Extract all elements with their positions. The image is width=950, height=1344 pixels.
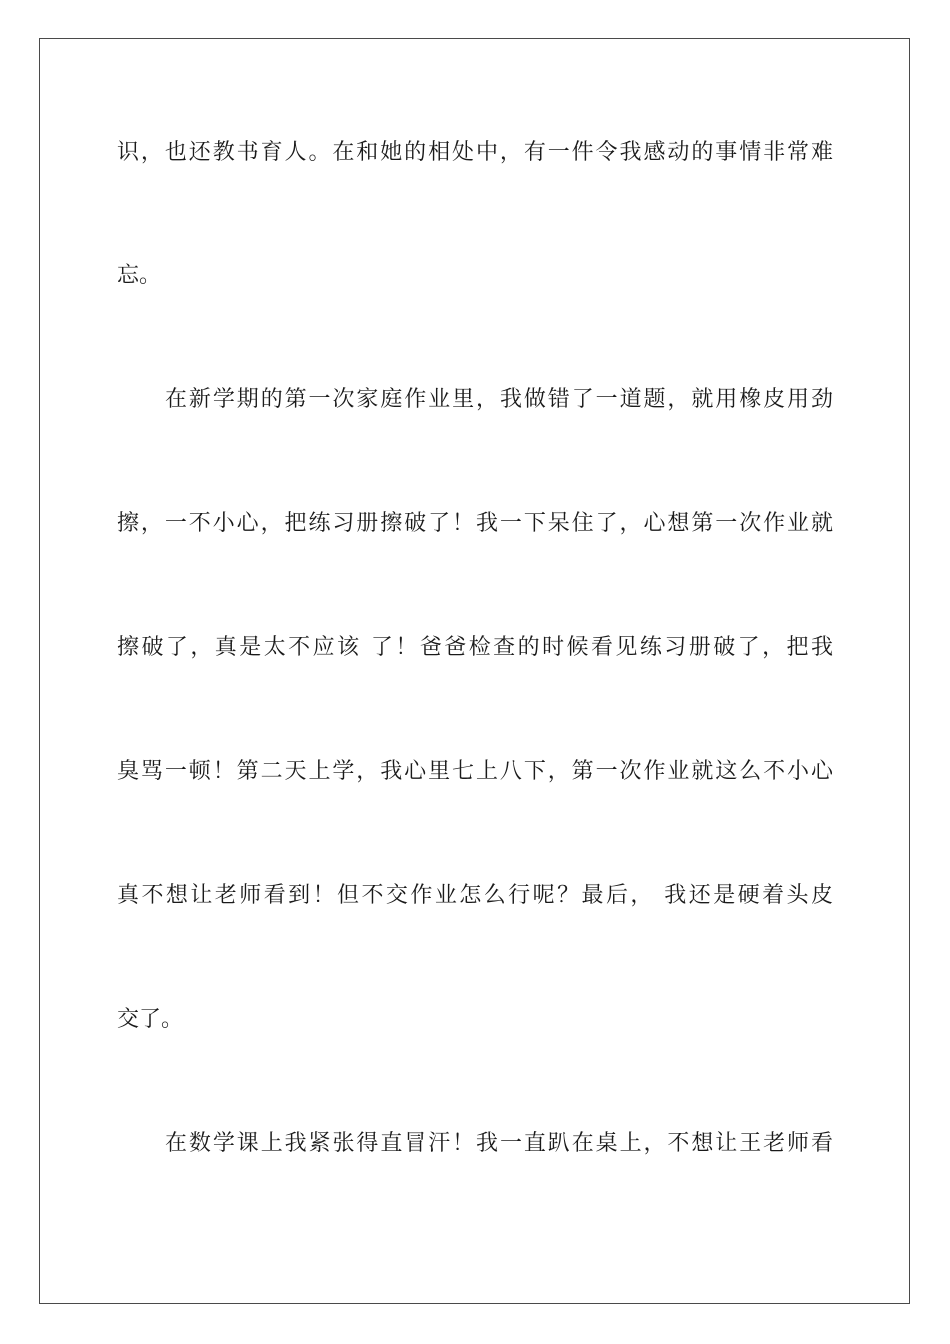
text-line-8: 交了。 — [117, 1007, 184, 1032]
text-line-3: 在新学期的第一次家庭作业里，我做错了一道题，就用橡皮用劲 — [165, 387, 833, 412]
text-line-1: 识，也还教书育人。在和她的相处中，有一件令我感动的事情非常难 — [117, 140, 833, 165]
page-border — [39, 38, 910, 1304]
text-line-7: 真不想让老师看到！但不交作业怎么行呢？最后， 我还是硬着头皮 — [117, 883, 833, 908]
text-line-5: 擦破了，真是太不应该 了！爸爸检查的时候看见练习册破了，把我 — [117, 635, 833, 660]
text-line-4: 擦，一不小心，把练习册擦破了！我一下呆住了，心想第一次作业就 — [117, 511, 833, 536]
text-line-2: 忘。 — [117, 263, 162, 288]
text-line-6: 臭骂一顿！第二天上学，我心里七上八下，第一次作业就这么不小心 — [117, 759, 833, 784]
text-line-9: 在数学课上我紧张得直冒汗！我一直趴在桌上，不想让王老师看 — [165, 1131, 833, 1156]
